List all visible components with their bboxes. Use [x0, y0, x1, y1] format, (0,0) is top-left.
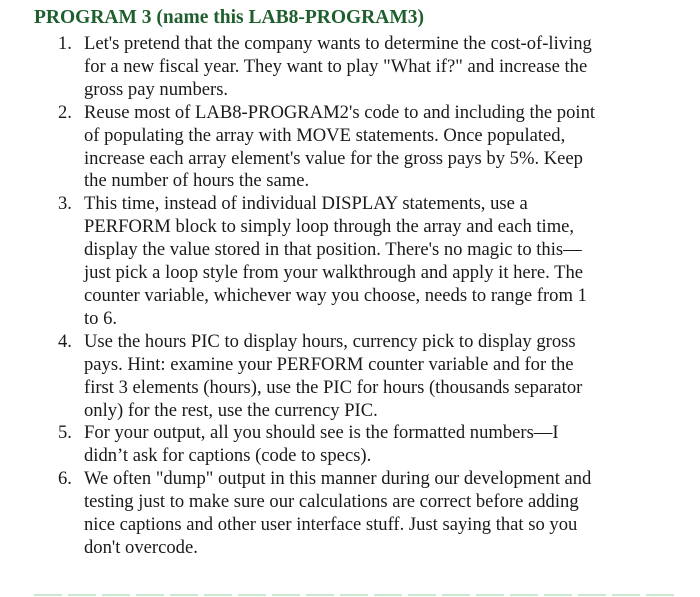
list-item — [58, 33, 670, 102]
list-item — [58, 422, 670, 468]
item-line: didn’t ask for captions (code to specs). — [84, 445, 372, 467]
item-line: For your output, all you should see is the formatted numbers—I — [84, 422, 559, 444]
item-number: 4. — [58, 330, 72, 352]
item-line: Use the hours PIC to display hours, currency pick to display gross — [84, 330, 576, 352]
item-line: only) for the rest, use the currency PIC. — [84, 399, 378, 421]
item-line: This time, instead of individual DISPLAY statements, use a — [84, 193, 528, 215]
list-item — [58, 468, 670, 560]
item-line: display the value stored in that position. There's no magic to this— — [84, 239, 582, 261]
item-line: just pick a loop style from your walkthrough and apply it here. The — [84, 262, 583, 284]
list-item — [58, 331, 670, 423]
item-line: gross pay numbers. — [84, 78, 229, 100]
item-number: 1. — [58, 33, 72, 54]
item-line: to 6. — [84, 307, 118, 329]
item-line: We often "dump" output in this manner during our development and — [84, 468, 592, 490]
list-item — [58, 193, 670, 330]
item-line: Reuse most of LAB8-PROGRAM2's code to and including the point — [84, 101, 596, 123]
item-line: increase each array element's value for the gross pays by 5%. Keep — [84, 147, 583, 169]
page-bottom-divider — [34, 594, 680, 596]
item-number: 5. — [58, 422, 72, 444]
item-line: nice captions and other user interface stuff. Just saying that so you — [84, 514, 578, 536]
instruction-list — [58, 33, 670, 560]
list-item — [58, 102, 670, 194]
page-title: PROGRAM 3 (name this LAB8-PROGRAM3) — [34, 7, 424, 28]
item-line: testing just to make sure our calculations are correct before adding — [84, 491, 579, 513]
item-number: 3. — [58, 193, 72, 215]
item-line: for a new fiscal year. They want to play "What if?" and increase the — [84, 55, 588, 77]
item-line: first 3 elements (hours), use the PIC for hours (thousands separator — [84, 376, 583, 398]
item-line: the number of hours the same. — [84, 170, 310, 192]
item-number: 6. — [58, 468, 72, 490]
item-line: PERFORM block to simply loop through the array and each time, — [84, 216, 575, 238]
item-line: counter variable, whichever way you choose, needs to range from 1 — [84, 284, 587, 306]
item-line: pays. Hint: examine your PERFORM counter variable and for the — [84, 353, 574, 375]
item-line: Let's pretend that the company wants to determine the cost-of-living — [84, 33, 592, 54]
item-line: don't overcode. — [84, 536, 198, 558]
item-number: 2. — [58, 101, 72, 123]
item-line: of populating the array with MOVE statements. Once populated, — [84, 124, 566, 146]
